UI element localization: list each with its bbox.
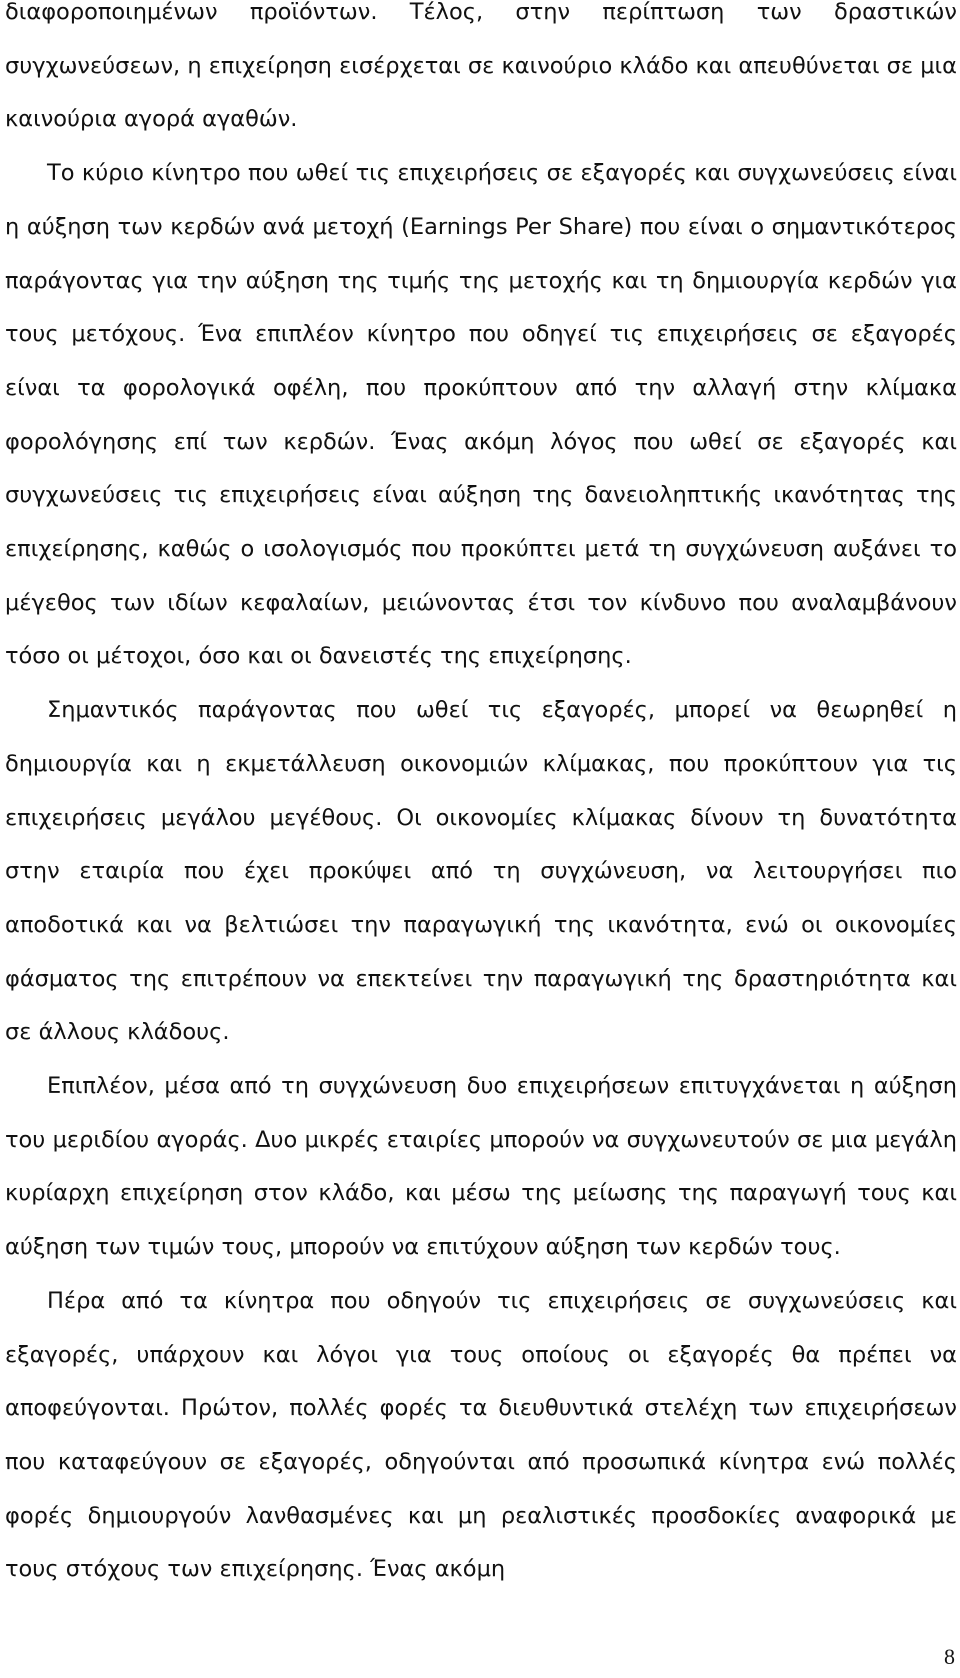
body-text: [5, 0, 957, 1597]
paragraph-motives: Το κύριο κίνητρο που ωθεί τις επιχειρήσεις σε εξαγορές και συγχωνεύσεις είναι η αύξηση των κερδών ανά μετοχή (Earnings Per Share) που είναι ο σημαντικότερος παράγοντας για την αύξηση της τιμής της μετοχής και τη δημιουργία κερδών για τους μετόχους. Ένα επιπλέον κίνητρο που οδηγεί τις επιχειρήσεις σε εξαγορές είναι τα φορολογικά οφέλη, που προκύπτουν από την αλλαγή στην κλίμακα φορολόγησης επί των κερδών. Ένας ακόμη λόγος που ωθεί σε εξαγορές και συγχωνεύσεις τις επιχειρήσεις είναι αύξηση της δανειοληπτικής ικανότητας της επιχείρησης, καθώς ο ισολογισμός που προκύπτει μετά τη συγχώνευση αυξάνει το μέγεθος των ιδίων κεφαλαίων, μειώνοντας έτσι τον κίνδυνο που αναλαμβάνουν τόσο οι μέτοχοι, όσο και οι δανειστές της επιχείρησης.: [5, 160, 957, 670]
paragraph-market-share: Επιπλέον, μέσα από τη συγχώνευση δυο επιχειρήσεων επιτυγχάνεται η αύξηση του μεριδίου αγοράς. Δυο μικρές εταιρίες μπορούν να συγχωνευτούν σε μια μεγάλη κυρίαρχη επιχείρηση στον κλάδο, και μέσω της μείωσης της παραγωγή τους και αύξηση των τιμών τους, μπορούν να επιτύχουν αύξηση των κερδών τους.: [5, 1073, 957, 1261]
page-number: 8: [944, 1644, 955, 1669]
paragraph-continuation: διαφοροποιημένων προϊόντων. Τέλος, στην περίπτωση των δραστικών συγχωνεύσεων, η επιχείρηση εισέρχεται σε καινούριο κλάδο και απευθύνεται σε μια καινούρια αγορά αγαθών.: [5, 0, 957, 133]
paragraph-economies-of-scale: Σημαντικός παράγοντας που ωθεί τις εξαγορές, μπορεί να θεωρηθεί η δημιουργία και η εκμετάλλευση οικονομιών κλίμακας, που προκύπτουν για τις επιχειρήσεις μεγάλου μεγέθους. Οι οικονομίες κλίμακας δίνουν τη δυνατότητα στην εταιρία που έχει προκύψει από τη συγχώνευση, να λειτουργήσει πιο αποδοτικά και να βελτιώσει την παραγωγική της ικανότητα, ενώ οι οικονομίες φάσματος της επιτρέπουν να επεκτείνει την παραγωγική της δραστηριότητα και σε άλλους κλάδους.: [5, 697, 957, 1046]
paragraph-reasons-against: Πέρα από τα κίνητρα που οδηγούν τις επιχειρήσεις σε συγχωνεύσεις και εξαγορές, υπάρχουν και λόγοι για τους οποίους οι εξαγορές θα πρέπει να αποφεύγονται. Πρώτον, πολλές φορές τα διευθυντικά στελέχη των επιχειρήσεων που καταφεύγουν σε εξαγορές, οδηγούνται από προσωπικά κίνητρα ενώ πολλές φορές δημιουργούν λανθασμένες και μη ρεαλιστικές προσδοκίες αναφορικά με τους στόχους των επιχείρησης. Ένας ακόμη: [5, 1287, 957, 1583]
